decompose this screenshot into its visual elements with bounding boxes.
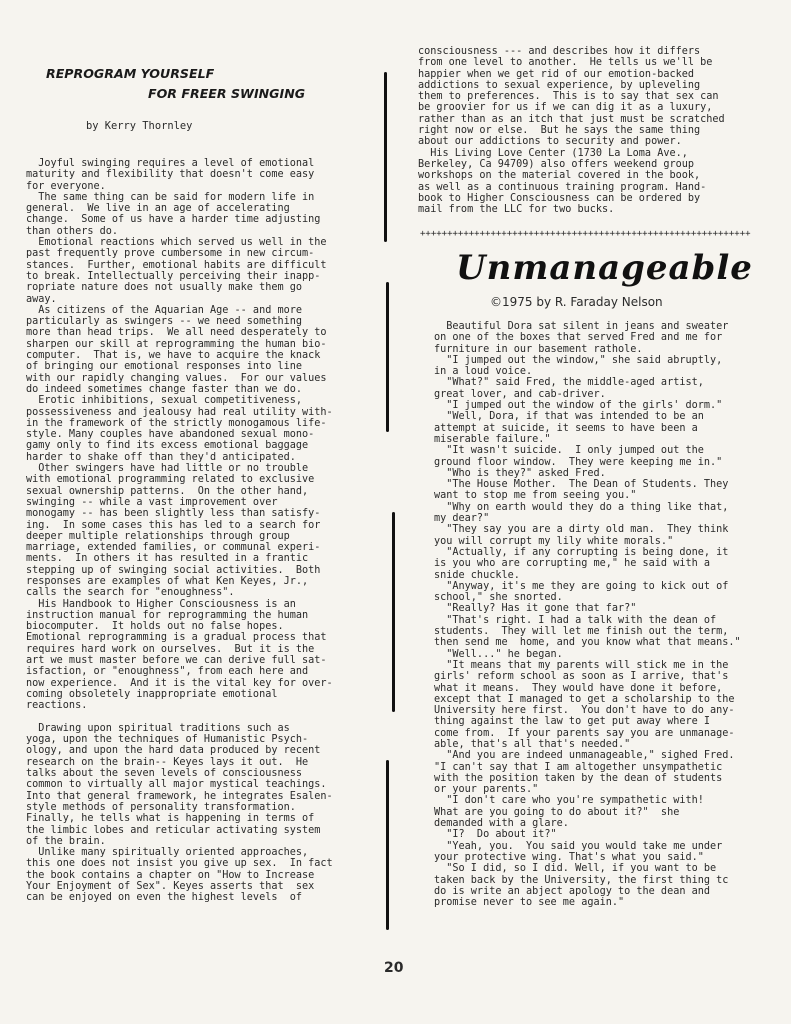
column-divider-bottom bbox=[392, 512, 395, 712]
article-byline: by Kerry Thornley bbox=[86, 120, 193, 132]
column-divider-middle bbox=[386, 282, 389, 432]
column-divider-lower bbox=[386, 760, 389, 930]
article-title-line-2: FOR FREER SWINGING bbox=[148, 86, 306, 101]
article-right-column: consciousness --- and describes how it differs from one level to another. He tells us we'll be happier when we get rid of our emotion-backed addictions to sexual experience, by upleveling them to preferences. This is to say that sex can be groovier for us if we can dig it as a luxury, rather than as an itch that just must be scratched right now or else. But he says the same thing about our addictions to security and power. His Living Love Center (1730 La Loma Ave., Berkeley, Ca 94709) also offers weekend group workshops on the material covered in the book, as well as a continuous training program. Hand- book to Higher Consciousness can be ordered by mail from the LLC for two bucks. bbox=[418, 46, 725, 216]
story-byline: ©1975 by R. Faraday Nelson bbox=[490, 295, 663, 309]
story-text: Beautiful Dora sat silent in jeans and sweater on one of the boxes that served Fred and me for furniture in our basement rathole. "I jumped out the window," she said abruptly, in a loud voice. "What?" said Fred, the middle-aged artist, great lover, and cab-driver. "I jumped out the window of the girls' dorm." "Well, Dora, if that was intended to be an attempt at suicide, it seems to have been a miserable failure." "It wasn't suicide. I only jumped out the ground floor window. They were keeping me in." "Who is they?" asked Fred. "The House Mother. The Dean of Students. They want to stop me from seeing you." "Why on earth would they do a thing like that, my dear?" "They say you are a dirty old man. They think you will corrupt my lily white morals." "Actually, if any corrupting is being done, it is you who are corrupting me," he said with a snide chuckle. "Anyway, it's me they are going to kick out of school," she snorted. "Really? Has it gone that far?" "That's right. I had a talk with the dean of students. They will let me finish out the term, then send me home, and you know what that means." "Well..." he began. "It means that my parents will stick me in the girls' reform school as soon as I arrive, that's what it means. They would have done it before, except that I managed to get a scholarship to the University here first. You don't have to do any- thing against the law to get put away where I come from. If your parents say you are unmanage- able, that's all that's needed." "And you are indeed unmanageable," sighed Fred. "I can't say that I am altogether unsympathetic with the position taken by the dean of students or your parents." "I don't care who you're sympathetic with! What are you going to do about it?" she demanded with a glare. "I? Do about it?" "Yeah, you. You said you would take me under your protective wing. That's what you said." "So I did, so I did. Well, if you want to be taken back by the University, the first thing tc do is write an abject apology to the dean and promise never to see me again." bbox=[434, 321, 741, 909]
page-number: 20 bbox=[384, 960, 404, 976]
column-divider-top bbox=[384, 72, 387, 242]
story-title: Unmanageable bbox=[456, 248, 753, 288]
separator-rule: +++++++++++++++++++++++++++++++++++++++++++++++++++++++++++++ bbox=[420, 229, 751, 239]
article-title-line-1: REPROGRAM YOURSELF bbox=[46, 66, 215, 81]
article-left-column: Joyful swinging requires a level of emotional maturity and flexibility that doesn't come easy for everyone. The same thing can be said for modern life in general. We live in an age of accelerating change. Some of us have a harder time adjusting than others do. Emotional reactions which served us well in the past frequently prove cumbersome in new circum- stances. Further, emotional habits are difficult to break. Intellectually perceiving their inapp- ropriate nature does not usually make them go away. As citizens of the Aquarian Age -- and more particularly as swingers -- we need something more than head trips. We all need desperately to sharpen our skill at reprogramming the human bio- computer. That is, we have to acquire the knack of bringing our emotional responses into line with our rapidly changing values. For our values do indeed sometimes change faster than we do. Erotic inhibitions, sexual competitiveness, possessiveness and jealousy had real utility with- in the framework of the strictly monogamous life- style. Many couples have abandoned sexual mono- gamy only to find its excess emotional baggage harder to shake off than they'd anticipated. Other swingers have had little or no trouble with emotional programming related to exclusive sexual ownership patterns. On the other hand, swinging -- while a vast improvement over monogamy -- has been slightly less than satisfy- ing. In some cases this has led to a search for deeper multiple relationships through group marriage, extended families, or communal experi- ments. In others it has resulted in a frantic stepping up of swinging social activities. Both responses are examples of what Ken Keyes, Jr., calls the search for "enoughness". His Handbook to Higher Consciousness is an instruction manual for reprogramming the human biocomputer. It holds out no false hopes. Emotional reprogramming is a gradual process that requires hard work on ourselves. But it is the art we must master before we can derive full sat- isfaction, or "enoughness", from each here and now experience. And it is the vital key for over- coming obsoletely inappropriate emotional reactions. Drawing upon spiritual traditions such as yoga, upon the techniques of Humanistic Psych- ology, and upon the hard data produced by recent research on the brain-- Keyes lays it out. He talks about the seven levels of consciousness common to virtually all major mystical teachings. Into that general framework, he integrates Esalen- style methods of personality transformation. Finally, he tells what is happening in terms of the limbic lobes and reticular activating system of the brain. Unlike many spiritually oriented approaches, this one does not insist you give up sex. In fact the book contains a chapter on "How to Increase Your Enjoyment of Sex". Keyes asserts that sex can be enjoyed on even the highest levels of bbox=[26, 158, 333, 904]
